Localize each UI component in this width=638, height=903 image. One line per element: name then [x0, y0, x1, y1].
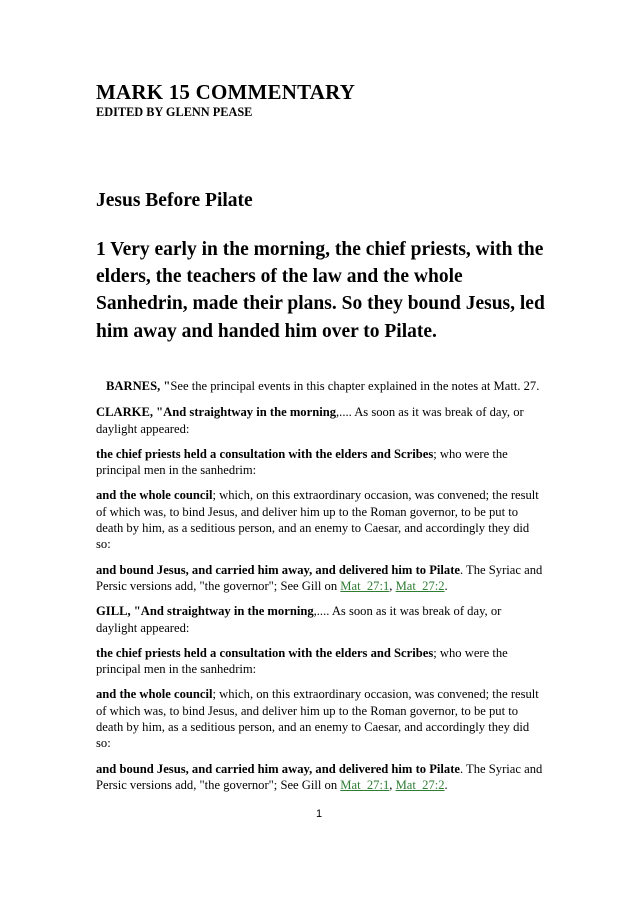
barnes-text: See the principal events in this chapter explained in the notes at Matt. 27.	[170, 379, 540, 393]
clarke-paragraph	[96, 562, 544, 595]
ref-end: .	[444, 777, 448, 792]
ref-end: .	[444, 578, 448, 593]
clarke-paragraph	[96, 446, 544, 479]
gill-text: ; which, on this extraordinary occasion, was convened; the result of which was, to bind Jesus, and deliver him up to the Roman governor, to be put to death by him, as a seditious person, and an enemy to Caesar, and accordingly they did so:	[96, 687, 539, 751]
gill-paragraph	[96, 645, 544, 678]
gill-lead: and the whole council	[96, 687, 213, 702]
clarke-lead: and the whole council	[96, 488, 213, 503]
gill-text: ; who were the principal men in the sanhedrim:	[96, 645, 508, 677]
ref-separator: ,	[389, 777, 396, 792]
clarke-paragraph	[96, 404, 544, 437]
scripture-link[interactable]: Mat_27:1	[340, 578, 390, 593]
gill-lead: the chief priests held a consultation with the elders and Scribes	[96, 645, 434, 660]
scripture-link[interactable]: Mat_27:2	[395, 777, 445, 792]
editor-credit: EDITED BY GLENN PEASE	[96, 105, 253, 119]
page-number: 1	[315, 808, 323, 820]
gill-text: . The Syriac and Persic versions add, "the governor"; See Gill on	[96, 761, 543, 792]
clarke-paragraph	[96, 487, 544, 552]
clarke-text: ; which, on this extraordinary occasion, was convened; the result of which was, to bind Jesus, and deliver him up to the Roman governor, to be put to death by him, as a seditious person, and an enemy to Caesar, and accordingly they did so:	[96, 488, 539, 552]
gill-paragraph	[96, 603, 544, 636]
clarke-text: ; who were the principal men in the sanhedrim:	[96, 446, 508, 478]
gill-lead: and bound Jesus, and carried him away, and delivered him to Pilate	[96, 761, 460, 776]
section-heading: Jesus Before Pilate	[96, 190, 253, 211]
document-title: MARK 15 COMMENTARY	[96, 80, 356, 104]
gill-paragraph	[96, 761, 544, 794]
commentary-body	[96, 378, 544, 802]
barnes-lead: BARNES, "	[106, 379, 171, 393]
scripture-link[interactable]: Mat_27:2	[395, 578, 445, 593]
gill-text: ,.... As soon as it was break of day, or daylight appeared:	[96, 604, 502, 635]
clarke-lead: CLARKE, "And straightway in the morning	[96, 405, 337, 420]
clarke-lead: the chief priests held a consultation with the elders and Scribes	[96, 446, 434, 461]
gill-paragraph	[96, 686, 544, 751]
scripture-link[interactable]: Mat_27:1	[340, 777, 390, 792]
ref-separator: ,	[389, 578, 396, 593]
gill-lead: GILL, "And straightway in the morning	[96, 604, 314, 619]
barnes-commentary	[96, 378, 544, 394]
verse-text: 1 Very early in the morning, the chief priests, with the elders, the teachers of the law and the whole Sanhedrin, made their plans. So they bound Jesus, led him away and handed him over to Pilate.	[96, 239, 545, 342]
clarke-text: . The Syriac and Persic versions add, "the governor"; See Gill on	[96, 562, 543, 593]
clarke-lead: and bound Jesus, and carried him away, and delivered him to Pilate	[96, 562, 460, 577]
clarke-text: ,.... As soon as it was break of day, or daylight appeared:	[96, 405, 524, 436]
